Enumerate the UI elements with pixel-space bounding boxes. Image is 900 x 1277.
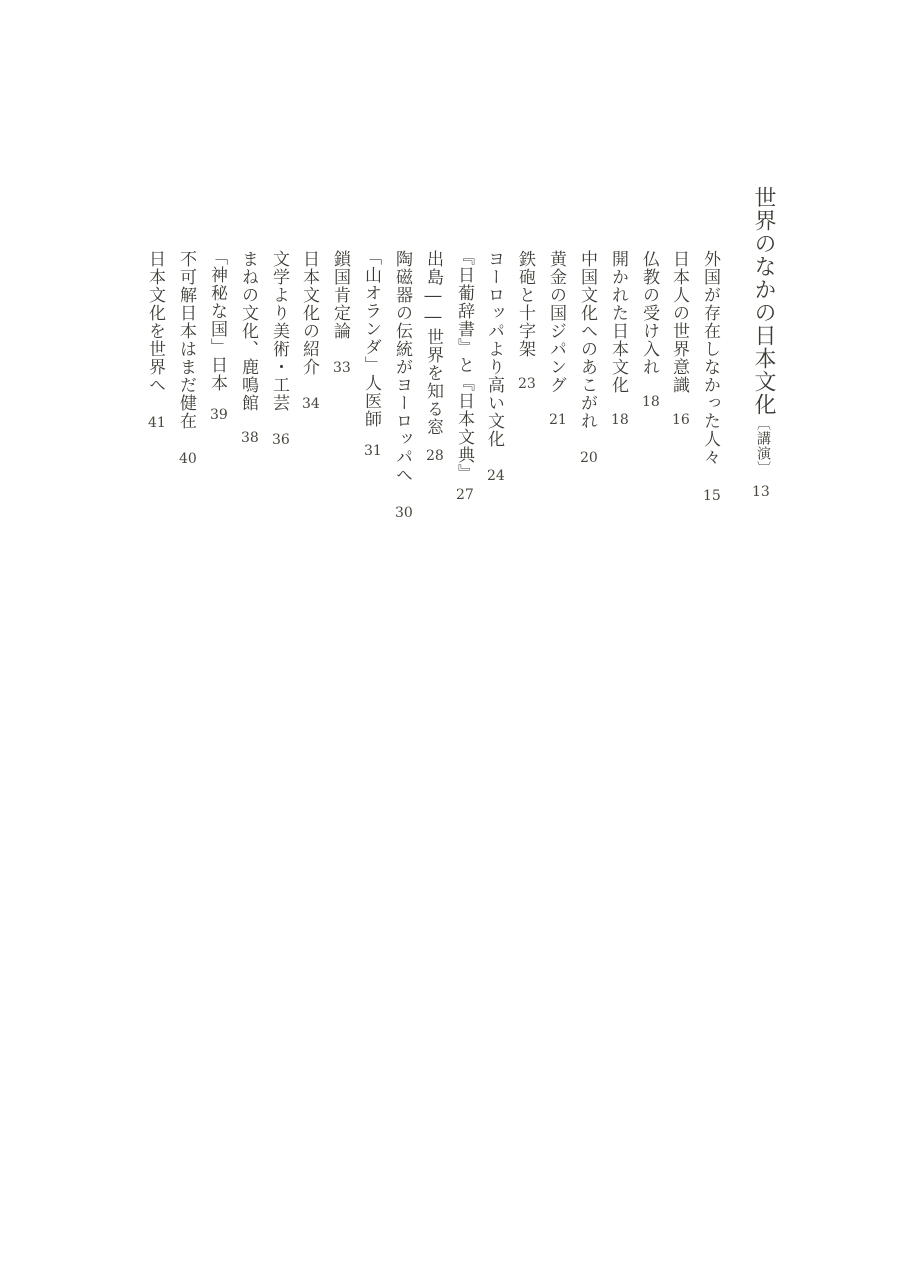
toc-entry-title[interactable]: ヨーロッパより高い文化: [484, 250, 504, 448]
toc-entry-title[interactable]: 仏教の受け入れ: [639, 250, 659, 376]
toc-entry-title[interactable]: 日本文化の紹介: [299, 250, 319, 376]
toc-entry-title[interactable]: 文学より美術・工芸: [269, 250, 289, 412]
toc-entry-page: 41: [148, 415, 166, 431]
toc-entry-page: 28: [426, 448, 444, 464]
toc-entry-page: 20: [580, 450, 598, 466]
lecture-title: [752, 186, 774, 476]
toc-entry-title[interactable]: 鎖国肯定論: [330, 250, 350, 340]
lecture-title-text: 世界のなかの日本文化: [751, 186, 776, 416]
toc-entry-page: 38: [241, 430, 259, 446]
toc-entry-title[interactable]: 日本文化を世界へ: [145, 250, 165, 394]
toc-entry-title[interactable]: 外国が存在しなかった人々: [700, 250, 720, 466]
toc-entry-page: 18: [611, 412, 629, 428]
toc-entry-title[interactable]: 陶磁器の伝統がヨーロッパへ: [392, 250, 412, 484]
toc-entry-title[interactable]: 開かれた日本文化: [608, 250, 628, 394]
toc-entry-page: 31: [364, 443, 382, 459]
toc-entry-page: 21: [549, 412, 567, 428]
toc-entry-title[interactable]: 出島――世界を知る窓: [423, 250, 443, 436]
toc-entry-page: 27: [456, 487, 474, 503]
toc-entry-title[interactable]: 鉄砲と十字架: [515, 250, 535, 358]
toc-entry-title[interactable]: 「神秘な国」日本: [207, 248, 227, 392]
toc-entry-page: 30: [395, 505, 413, 521]
toc-entry-title[interactable]: まねの文化、鹿鳴館: [238, 250, 258, 412]
toc-entry-page: 16: [672, 412, 690, 428]
toc-entry-page: 18: [642, 394, 660, 410]
toc-entry-page: 15: [703, 488, 721, 504]
toc-entry-page: 40: [179, 451, 197, 467]
lecture-page-number: 13: [752, 484, 770, 500]
toc-entry-title[interactable]: 「山オランダ」人医師: [361, 248, 381, 428]
toc-entry-title[interactable]: 中国文化へのあこがれ: [577, 250, 597, 430]
toc-entry-page: 23: [518, 376, 536, 392]
toc-entry-title[interactable]: 『日葡辞書』と『日本文典』: [454, 248, 474, 482]
toc-entry-title[interactable]: 黄金の国ジパング: [546, 250, 566, 394]
toc-entry-page: 39: [210, 407, 228, 423]
lecture-subtitle: 〔講演〕: [755, 416, 771, 476]
toc-entry-title[interactable]: 不可解日本はまだ健在: [176, 250, 196, 430]
toc-entry-title[interactable]: 日本人の世界意識: [669, 250, 689, 394]
toc-entry-page: 36: [272, 432, 290, 448]
toc-entry-page: 24: [487, 468, 505, 484]
toc-entry-page: 33: [333, 360, 351, 376]
toc-entry-page: 34: [302, 396, 320, 412]
